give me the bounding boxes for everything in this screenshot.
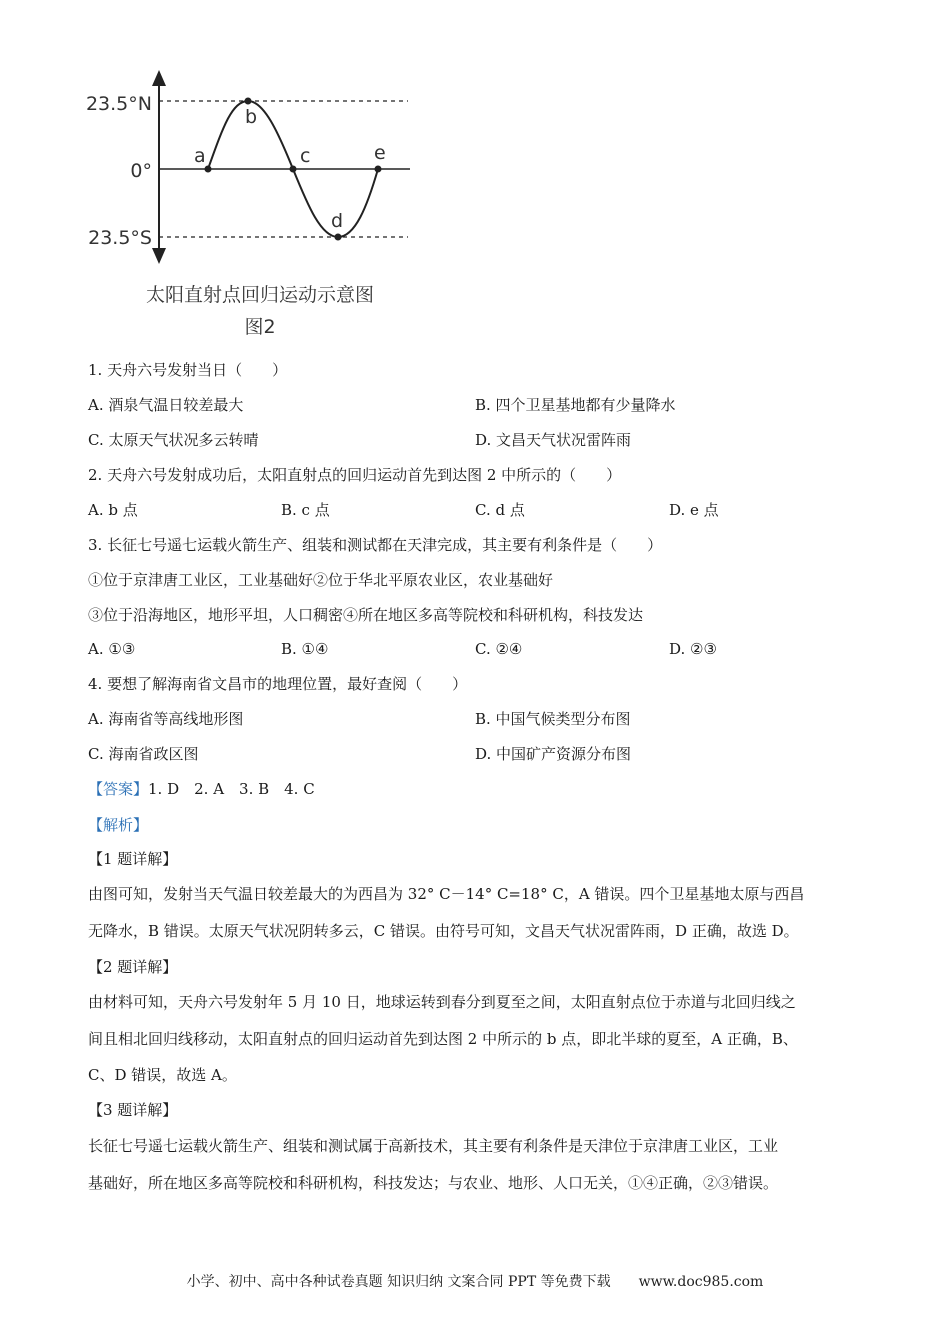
q3-detail-line-2: 基础好，所在地区多高等院校和科研机构，科技发达；与农业、地形、人口无关，①④正确，②③错误。 xyxy=(88,1174,779,1192)
question-4-option-c: C. 海南省政区图 xyxy=(88,745,199,763)
q1-detail-title: 【1 题详解】 xyxy=(88,850,178,868)
question-2-option-a: A. b 点 xyxy=(88,501,138,519)
question-3-stem: 3. 长征七号遥七运载火箭生产、组装和测试都在天津完成，其主要有利条件是（ ） xyxy=(88,536,663,554)
point-c xyxy=(290,166,297,173)
question-2-stem: 2. 天舟六号发射成功后，太阳直射点的回归运动首先到达图 2 中所示的（ ） xyxy=(88,466,622,484)
diagram-caption-figure: 图2 xyxy=(244,316,276,338)
question-1-option-c: C. 太原天气状况多云转晴 xyxy=(88,431,259,449)
axis-arrow-down-icon xyxy=(152,248,166,264)
question-2-option-b: B. c 点 xyxy=(281,501,330,519)
question-1-stem: 1. 天舟六号发射当日（ ） xyxy=(88,361,288,379)
point-label-c: c xyxy=(300,145,311,167)
answer-text: 1. D 2. A 3. B 4. C xyxy=(148,780,315,798)
answer-line xyxy=(88,779,315,799)
q1-detail-line-2: 无降水，B 错误。太原天气状况阴转多云，C 错误。由符号可知，文昌天气状况雷阵雨，D 正确，故选 D。 xyxy=(88,922,799,940)
point-label-d: d xyxy=(331,210,344,232)
q2-detail-title: 【2 题详解】 xyxy=(88,958,178,976)
q2-detail-line-2: 间且相北回归线移动，太阳直射点的回归运动首先到达图 2 中所示的 b 点，即北半球的夏至，A 正确，B、 xyxy=(88,1030,798,1048)
answer-tag: 【答案】 xyxy=(88,780,149,798)
label-23-5-s: 23.5°S xyxy=(88,227,152,249)
q2-detail-line-3: C、D 错误，故选 A。 xyxy=(88,1066,237,1084)
question-2-option-d: D. e 点 xyxy=(669,501,719,519)
point-b xyxy=(245,98,252,105)
point-label-e: e xyxy=(374,142,386,164)
question-4-option-a: A. 海南省等高线地形图 xyxy=(88,710,244,728)
question-2-option-c: C. d 点 xyxy=(475,501,525,519)
q1-detail-line-1: 由图可知，发射当天气温日较差最大的为西昌为 32° C－14° C=18° C，A 错误。四个卫星基地太原与西昌 xyxy=(88,885,805,903)
question-3-line-2: ①位于京津唐工业区，工业基础好②位于华北平原农业区，农业基础好 xyxy=(88,571,554,589)
question-1-option-b: B. 四个卫星基地都有少量降水 xyxy=(475,396,676,414)
axis-arrow-up-icon xyxy=(152,70,166,86)
question-3-line-3: ③位于沿海地区，地形平坦，人口稠密④所在地区多高等院校和科研机构，科技发达 xyxy=(88,606,644,624)
analysis-tag: 【解析】 xyxy=(88,816,149,834)
point-e xyxy=(375,166,382,173)
question-1-option-a: A. 酒泉气温日较差最大 xyxy=(88,396,244,414)
point-d xyxy=(335,234,342,241)
q3-detail-title: 【3 题详解】 xyxy=(88,1101,178,1119)
question-3-option-a: A. ①③ xyxy=(88,640,136,658)
point-label-b: b xyxy=(245,106,258,128)
q2-detail-line-1: 由材料可知，天舟六号发射年 5 月 10 日，地球运转到春分到夏至之间，太阳直射点位于赤道与北回归线之 xyxy=(88,993,796,1011)
label-0: 0° xyxy=(130,160,152,182)
question-3-option-d: D. ②③ xyxy=(669,640,717,658)
page-footer: 小学、初中、高中各种试卷真题 知识归纳 文案合同 PPT 等免费下载 www.doc985.com xyxy=(186,1274,764,1290)
solar-migration-diagram xyxy=(80,62,420,272)
diagram-caption-title: 太阳直射点回归运动示意图 xyxy=(145,284,374,306)
question-1-option-d: D. 文昌天气状况雷阵雨 xyxy=(475,431,632,449)
question-3-option-b: B. ①④ xyxy=(281,640,329,658)
question-4-option-d: D. 中国矿产资源分布图 xyxy=(475,745,632,763)
q3-detail-line-1: 长征七号遥七运载火箭生产、组装和测试属于高新技术，其主要有利条件是天津位于京津唐工业区，工业 xyxy=(88,1137,779,1155)
question-4-option-b: B. 中国气候类型分布图 xyxy=(475,710,631,728)
label-23-5-n: 23.5°N xyxy=(85,93,152,115)
question-3-option-c: C. ②④ xyxy=(475,640,523,658)
question-4-stem: 4. 要想了解海南省文昌市的地理位置，最好查阅（ ） xyxy=(88,675,468,693)
point-label-a: a xyxy=(194,145,206,167)
